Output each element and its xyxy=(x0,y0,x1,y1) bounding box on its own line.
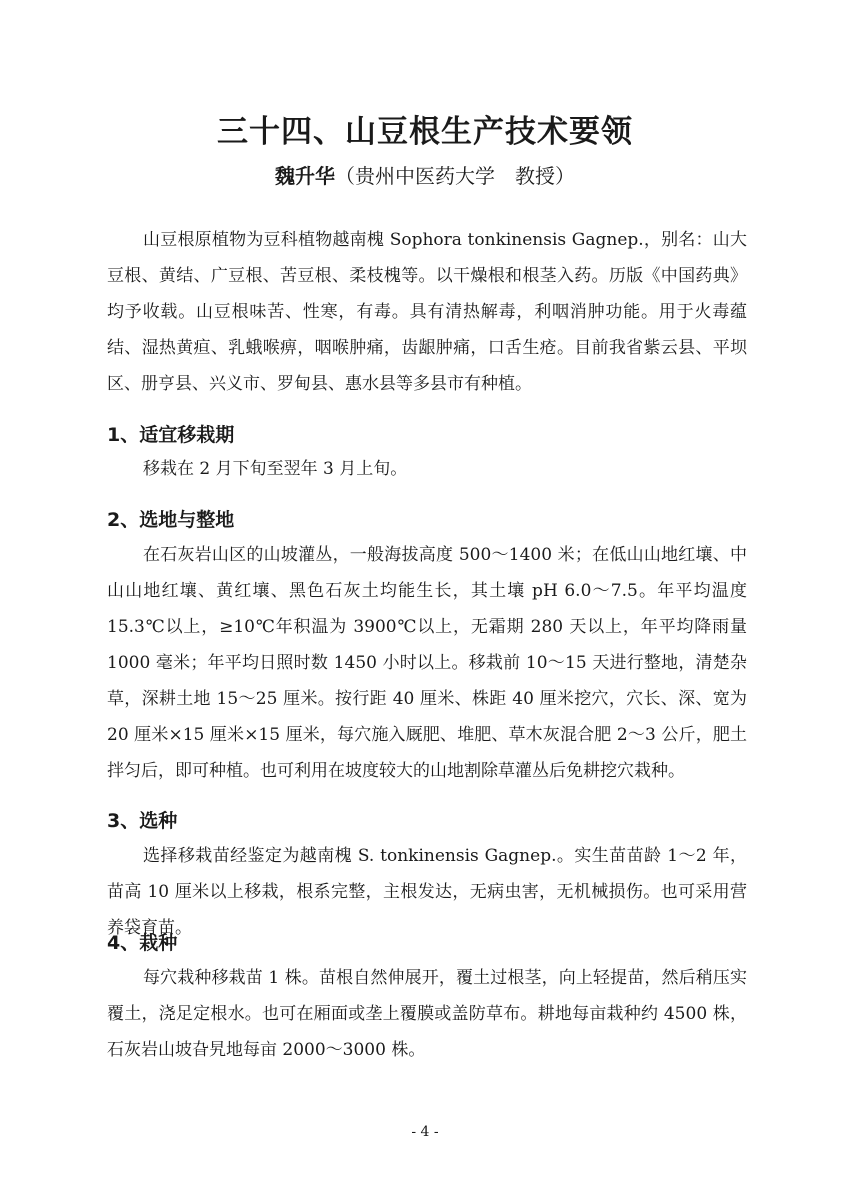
section-2 xyxy=(107,505,747,532)
section-2-heading: 2、选地与整地 xyxy=(107,509,235,531)
section-1-body xyxy=(107,451,747,487)
author-line xyxy=(0,160,850,189)
section-3-heading: 3、选种 xyxy=(107,810,178,832)
intro-block xyxy=(107,222,747,402)
author-affiliation: （贵州中医药大学 教授） xyxy=(335,164,575,188)
page-number: - 4 - xyxy=(411,1124,439,1140)
section-1-paragraph: 移栽在 2 月下旬至翌年 3 月上旬。 xyxy=(143,459,408,479)
intro-paragraph: 山豆根原植物为豆科植物越南槐 Sophora tonkinensis Gagnep.，别名：山大豆根、黄结、广豆根、苦豆根、柔枝槐等。以干燥根和根茎入药。历版《中国药典》均予收载。山豆根味苦、性寒，有毒。具有清热解毒，利咽消肿功能。用于火毒蕴结、湿热黄疸、乳蛾喉痹，咽喉肿痛，齿龈肿痛，口舌生疮。目前我省紫云县、平坝区、册亨县、兴义市、罗甸县、惠水县等多县市有种植。 xyxy=(107,230,747,394)
section-3-paragraph: 选择移栽苗经鉴定为越南槐 S. tonkinensis Gagnep.。实生苗苗龄 1～2 年，苗高 10 厘米以上移栽，根系完整，主根发达，无病虫害，无机械损伤。也可采用营养袋育苗。 xyxy=(107,846,747,938)
section-4-heading: 4、栽种 xyxy=(107,932,178,954)
section-2-body xyxy=(107,537,747,789)
section-1 xyxy=(107,420,747,447)
section-4 xyxy=(107,928,747,955)
section-4-paragraph: 每穴栽种移栽苗 1 株。苗根自然伸展开，覆土过根茎，向上轻提苗，然后稍压实覆土，浇足定根水。也可在厢面或垄上覆膜或盖防草布。耕地每亩栽种约 4500 株，石灰岩山坡旮旯地每亩 2000～3000 株。 xyxy=(107,968,747,1060)
author-name: 魏升华 xyxy=(275,164,335,188)
page-title: 三十四、山豆根生产技术要领 xyxy=(217,114,633,150)
section-2-paragraph: 在石灰岩山区的山坡灌丛，一般海拔高度 500～1400 米；在低山山地红壤、中山山地红壤、黄红壤、黑色石灰土均能生长，其土壤 pH 6.0～7.5。年平均温度 15.3℃以上，≥10℃年积温为 3900℃以上，无霜期 280 天以上，年平均降雨量 1000 毫米；年平均日照时数 1450 小时以上。移栽前 10～15 天进行整地，清楚杂草，深耕土地 15～25 厘米。按行距 40 厘米、株距 40 厘米挖穴，穴长、深、宽为 20 厘米×15 厘米×15 厘米，每穴施入厩肥、堆肥、草木灰混合肥 2～3 公斤，肥土拌匀后，即可种植。也可利用在坡度较大的山地割除草灌丛后免耕挖穴栽种。 xyxy=(107,545,747,781)
section-4-body xyxy=(107,960,747,1068)
section-3 xyxy=(107,806,747,833)
section-1-heading: 1、适宜移栽期 xyxy=(107,424,235,446)
